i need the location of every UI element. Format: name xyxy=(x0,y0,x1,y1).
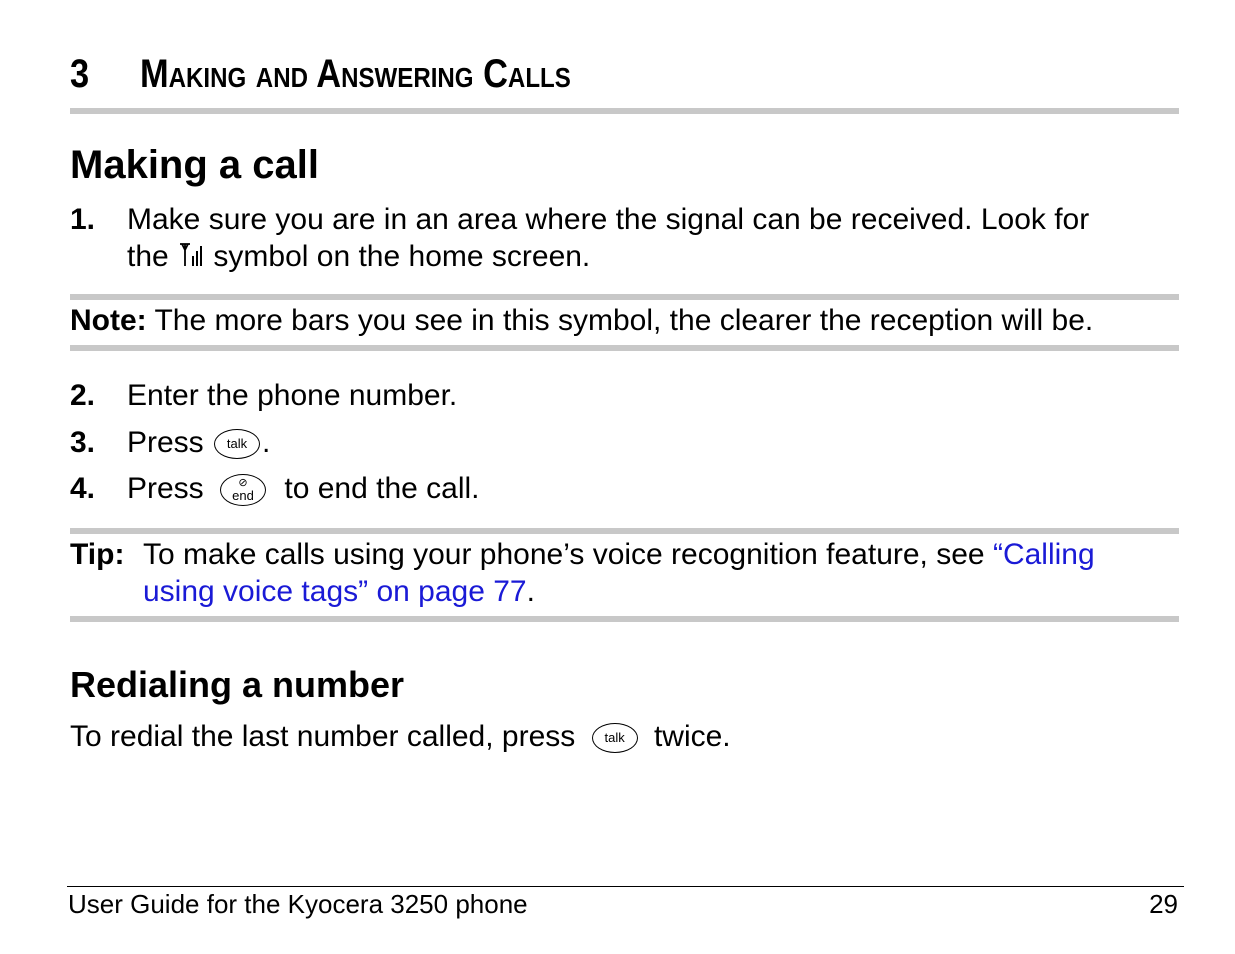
step-3-line xyxy=(127,424,270,461)
step-4-text-pre: Press xyxy=(127,472,204,505)
tip-bottom-rule xyxy=(70,616,1179,622)
step-number: 1. xyxy=(70,203,96,236)
step-number: 2. xyxy=(70,379,96,412)
tip-text-end: . xyxy=(526,575,535,608)
talk-key-icon: talk xyxy=(592,723,638,753)
note-text: The more bars you see in this symbol, the clearer the reception will be. xyxy=(154,304,1094,337)
end-key-label: end xyxy=(232,488,254,504)
tip-line-2 xyxy=(143,573,535,610)
step-1-text-pre: the xyxy=(127,240,169,273)
signal-bars-icon xyxy=(179,242,203,268)
chapter-title: Making and Answering Calls xyxy=(140,52,571,96)
footer-title: User Guide for the Kyocera 3250 phone xyxy=(68,889,528,919)
page-number: 29 xyxy=(1149,889,1178,919)
note-top-rule xyxy=(70,294,1179,300)
note-bottom-rule xyxy=(70,345,1179,351)
redial-line xyxy=(70,718,731,755)
section-heading-making-a-call: Making a call xyxy=(70,143,319,187)
note-label: Note: xyxy=(70,304,147,337)
step-2-text: Enter the phone number. xyxy=(127,379,458,412)
note-block xyxy=(70,302,1093,339)
power-symbol-icon: ⊘ xyxy=(238,477,248,490)
redial-text-pre: To redial the last number called, press xyxy=(70,720,576,753)
step-number: 3. xyxy=(70,426,96,459)
step-number: 4. xyxy=(70,472,96,505)
step-4-text-post: to end the call. xyxy=(284,472,480,505)
redial-text-post: twice. xyxy=(653,720,731,753)
chapter-number: 3 xyxy=(70,52,90,96)
tip-text: To make calls using your phone’s voice recognition feature, see xyxy=(143,538,985,571)
chapter-divider xyxy=(70,108,1179,114)
talk-key-icon: talk xyxy=(214,429,260,459)
step-1-line-2 xyxy=(127,238,590,275)
end-key-icon xyxy=(220,474,266,506)
step-4-line xyxy=(127,470,480,507)
tip-label: Tip: xyxy=(70,538,125,571)
step-1-line-1: Make sure you are in an area where the signal can be received. Look for xyxy=(127,203,1090,236)
step-3-text-post: . xyxy=(262,426,271,459)
footer-rule xyxy=(67,886,1184,887)
tip-top-rule xyxy=(70,528,1179,534)
section-heading-redialing: Redialing a number xyxy=(70,664,405,705)
tip-link-calling[interactable]: “Calling xyxy=(992,538,1095,571)
step-3-text-pre: Press xyxy=(127,426,204,459)
step-1-text-post: symbol on the home screen. xyxy=(213,240,591,273)
tip-line-1 xyxy=(143,536,1095,573)
tip-link-voice-tags[interactable]: using voice tags” on page 77 xyxy=(143,575,527,608)
